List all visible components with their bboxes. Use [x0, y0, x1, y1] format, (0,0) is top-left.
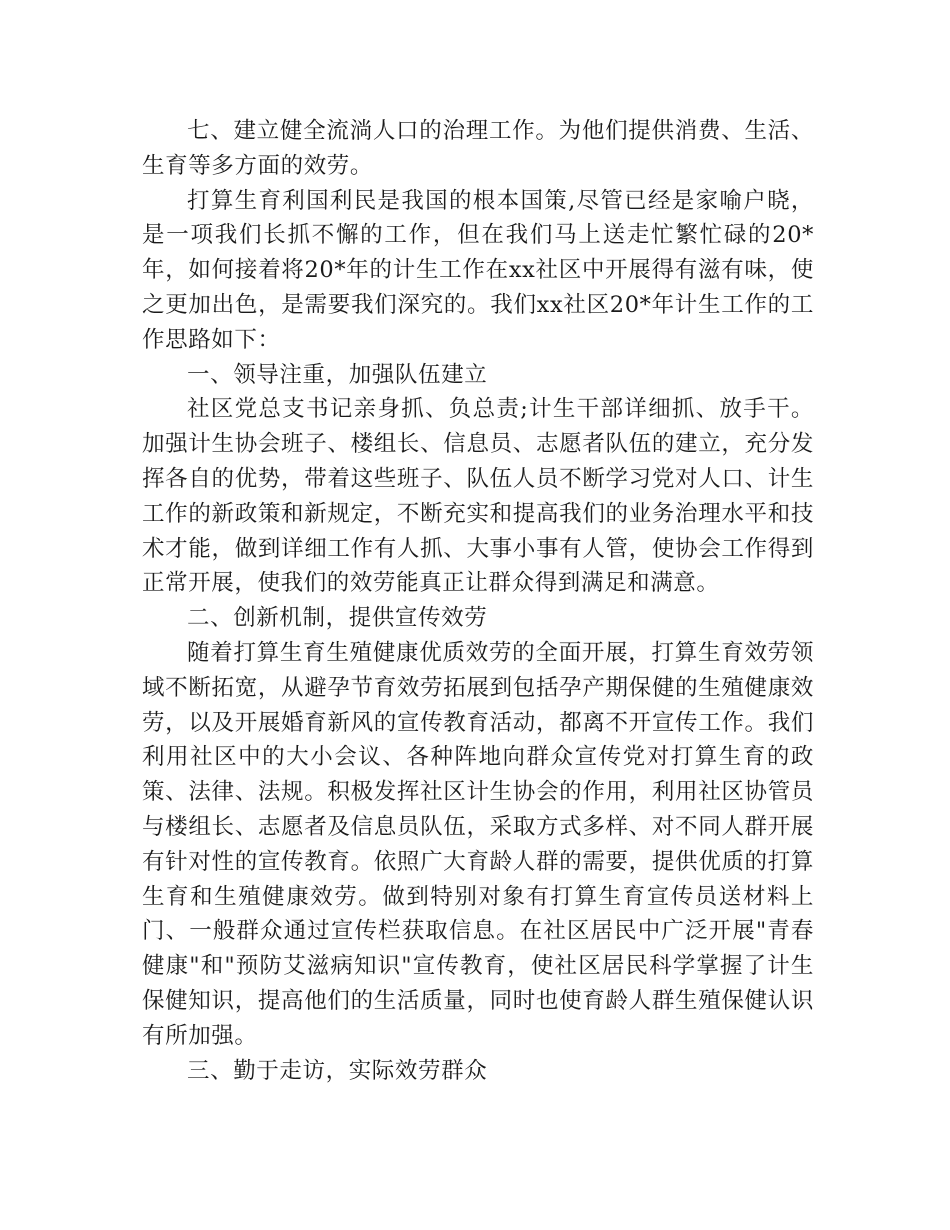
paragraph-item-7: 七、建立健全流淌人口的治理工作。为他们提供消费、生活、生育等多方面的效劳。	[142, 118, 814, 179]
section-heading-1: 一、领导注重，加强队伍建立	[187, 361, 488, 388]
section-heading-2: 二、创新机制，提供宣传效劳	[187, 605, 488, 632]
document-body	[142, 114, 814, 1088]
paragraph-section-1: 社区党总支书记亲身抓、负总责;计生干部详细抓、放手干。加强计生协会班子、楼组长、信息员、志愿者队伍的建立，充分发挥各自的优势，带着这些班子、队伍人员不断学习党对人口、计生工作的新政策和新规定，不断充实和提高我们的业务治理水平和技术才能，做到详细工作有人抓、大事小事有人管，使协会工作得到正常开展，使我们的效劳能真正让群众得到满足和满意。	[142, 396, 814, 597]
paragraph-intro: 打算生育利国利民是我国的根本国策,尽管已经是家喻户晓，是一项我们长抓不懈的工作，但在我们马上送走忙繁忙碌的20*年，如何接着将20*年的计生工作在xx社区中开展得有滋有味，使之更加出色，是需要我们深究的。我们xx社区20*年计生工作的工作思路如下：	[142, 187, 814, 353]
section-heading-3: 三、勤于走访，实际效劳群众	[187, 1057, 488, 1084]
paragraph-section-2: 随着打算生育生殖健康优质效劳的全面开展，打算生育效劳领域不断拓宽，从避孕节育效劳拓展到包括孕产期保健的生殖健康效劳，以及开展婚育新风的宣传教育活动，都离不开宣传工作。我们利用社区中的大小会议、各种阵地向群众宣传党对打算生育的政策、法律、法规。积极发挥社区计生协会的作用，利用社区协管员与楼组长、志愿者及信息员队伍，采取方式多样、对不同人群开展有针对性的宣传教育。依照广大育龄人群的需要，提供优质的打算生育和生殖健康效劳。做到特别对象有打算生育宣传员送材料上门、一般群众通过宣传栏获取信息。在社区居民中广泛开展"青春健康"和"预防艾滋病知识"宣传教育，使社区居民科学掌握了计生保健知识，提高他们的生活质量，同时也使育龄人群生殖保健认识有所加强。	[142, 639, 814, 1049]
